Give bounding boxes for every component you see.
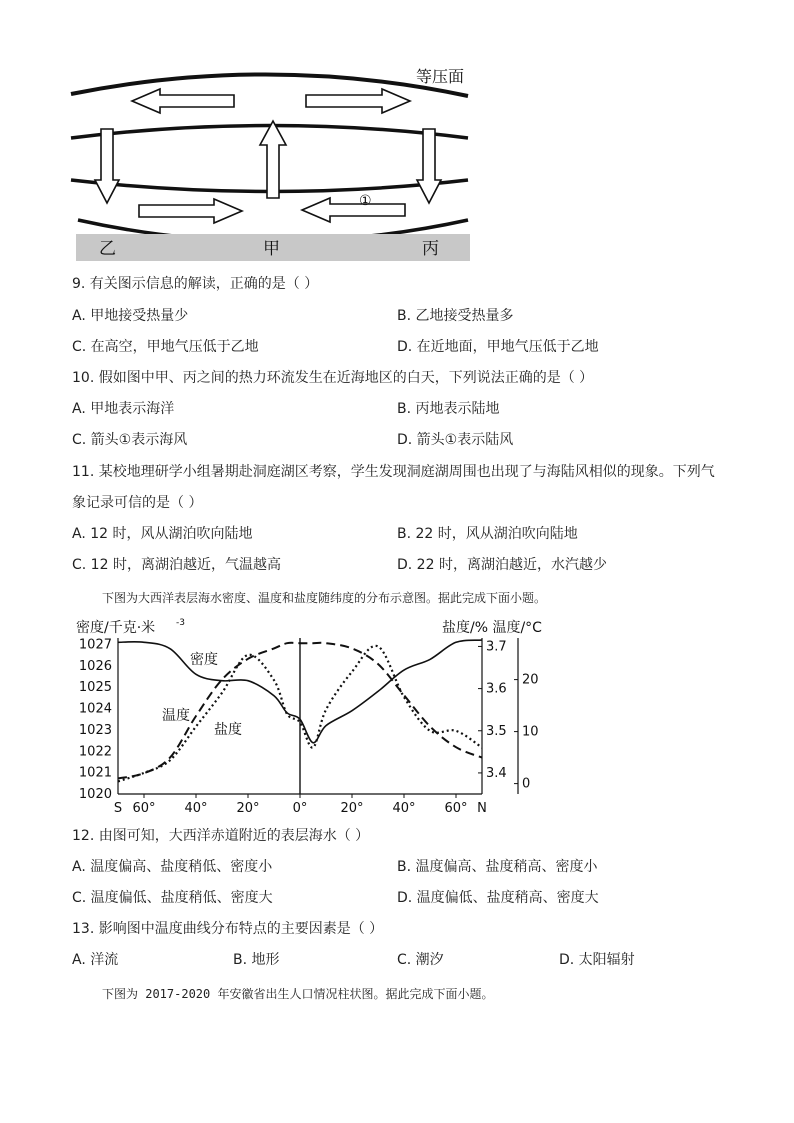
upper-right-arrow [306,89,410,113]
q13-stem: 13. 影响图中温度曲线分布特点的主要因素是（ ） [72,921,384,937]
ground-label-jia: 甲 [263,239,280,259]
density-tick-label: 1020 [78,787,112,802]
temperature-tick-label: 0 [522,776,531,792]
x-tick-label: 0° [292,801,308,816]
arrow-1-marker: ① [359,193,372,209]
temperature-tick-label: 20 [522,672,539,688]
q10-option-b[interactable]: B. 丙地表示陆地 [397,401,500,417]
lower-right-arrow [139,199,242,223]
q10-option-c[interactable]: C. 箭头①表示海风 [72,432,188,448]
q9-option-a[interactable]: A. 甲地接受热量少 [72,308,189,324]
q9-option-d[interactable]: D. 在近地面，甲地气压低于乙地 [397,339,599,355]
density-tick-label: 1021 [78,765,112,781]
ocean-properties-chart [70,608,570,823]
lower-left-arrow [302,198,405,222]
ground-label-bing: 丙 [422,239,439,259]
q12-option-a[interactable]: A. 温度偏高、盐度稍低、密度小 [72,859,273,875]
q11-option-d[interactable]: D. 22 时，离湖泊越近，水汽越少 [397,557,607,573]
q12-option-c[interactable]: C. 温度偏低、盐度稍低、密度大 [72,890,273,906]
x-tick-label: 60° [132,801,156,816]
x-tick-label: 60° [444,801,468,816]
left-axis-title: 密度/千克·米 [76,620,156,636]
x-tick-label: S [113,801,123,816]
q11-stem-line2: 象记录可信的是（ ） [72,495,203,511]
q11-option-a[interactable]: A. 12 时，风从湖泊吹向陆地 [72,526,253,542]
q13-option-c[interactable]: C. 潮汐 [397,952,444,968]
density-series-label: 密度 [190,652,218,668]
q10-option-d[interactable]: D. 箭头①表示陆风 [397,432,514,448]
isobar-top [71,74,468,96]
temperature-series-label: 温度 [162,708,190,724]
intro-text-births: 下图为 2017-2020 年安徽省出生人口情况柱状图。据此完成下面小题。 [102,987,494,1001]
upper-left-arrow [132,89,234,113]
salinity-tick-label: 3.6 [486,681,507,697]
density-tick-label: 1025 [78,680,112,696]
density-tick-label: 1024 [78,701,112,717]
right-axis-title: 盐度/% 温度/°C [442,620,542,636]
density-tick-label: 1023 [78,722,112,738]
q10-stem: 10. 假如图中甲、丙之间的热力环流发生在近海地区的白天，下列说法正确的是（ ） [72,370,594,386]
density-tick-label: 1022 [78,744,112,760]
q12-option-d[interactable]: D. 温度偏低、盐度稍高、密度大 [397,890,599,906]
left-down-arrow [95,129,119,203]
q11-option-b[interactable]: B. 22 时，风从湖泊吹向陆地 [397,526,578,542]
x-tick-label: 20° [236,801,260,816]
ground-label-yi: 乙 [99,239,116,259]
q12-option-b[interactable]: B. 温度偏高、盐度稍高、密度小 [397,859,598,875]
q12-stem: 12. 由图可知，大西洋赤道附近的表层海水（ ） [72,828,370,844]
q13-option-a[interactable]: A. 洋流 [72,952,119,968]
center-up-arrow [260,121,286,198]
salinity-tick-label: 3.4 [486,765,507,781]
q10-option-a[interactable]: A. 甲地表示海洋 [72,401,175,417]
density-tick-label: 1027 [78,637,112,653]
temperature-tick-label: 10 [522,724,539,740]
intro-text-ocean: 下图为大西洋表层海水密度、温度和盐度随纬度的分布示意图。据此完成下面小题。 [102,591,547,605]
left-axis-superscript: -3 [176,618,185,628]
q13-option-d[interactable]: D. 太阳辐射 [559,952,635,968]
q9-option-b[interactable]: B. 乙地接受热量多 [397,308,514,324]
q9-option-c[interactable]: C. 在高空，甲地气压低于乙地 [72,339,259,355]
right-down-arrow [417,129,441,203]
q11-option-c[interactable]: C. 12 时，离湖泊越近，气温越高 [72,557,281,573]
isobar-label: 等压面 [416,67,465,86]
x-tick-label: 40° [184,801,208,816]
x-tick-label: N [477,801,487,816]
density-tick-label: 1026 [78,658,112,674]
salinity-series-label: 盐度 [214,722,242,738]
q9-stem: 9. 有关图示信息的解读，正确的是（ ） [72,276,319,292]
x-tick-label: 40° [392,801,416,816]
q13-option-b[interactable]: B. 地形 [233,952,280,968]
salinity-tick-label: 3.5 [486,723,507,739]
salinity-tick-label: 3.7 [486,639,507,655]
q11-stem-line1: 11. 某校地理研学小组暑期赴洞庭湖区考察，学生发现洞庭湖周围也出现了与海陆风相似的现象。下列气 [72,464,715,480]
thermal-circulation-diagram [66,58,486,268]
x-tick-label: 20° [340,801,364,816]
